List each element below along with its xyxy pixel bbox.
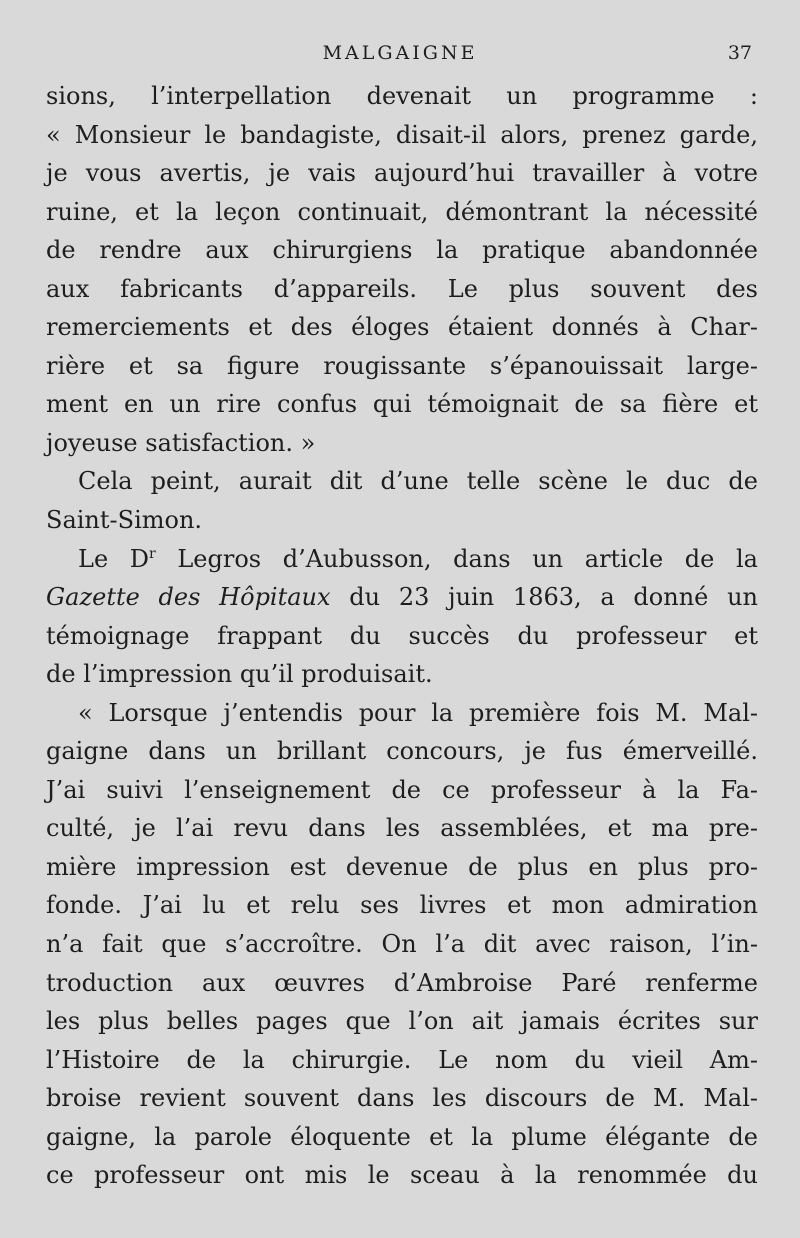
text-line: Cela peint, aurait dit d’une telle scène le duc de xyxy=(78,467,758,496)
text-line: joyeuse satisfaction. » xyxy=(46,428,316,457)
page-number: 37 xyxy=(727,42,752,64)
text-fragment: Legros d’Aubusson, dans un article de la xyxy=(155,544,758,573)
text-fragment: du 23 juin 1863, a donné un xyxy=(330,583,759,612)
text-line: l’Histoire de la chirurgie. Le nom du vieil Am- xyxy=(46,1045,758,1074)
text-line: de l’impression qu’il produisait. xyxy=(46,660,433,689)
text-line: Saint-Simon. xyxy=(46,506,203,535)
text-line: gaigne dans un brillant concours, je fus émerveillé. xyxy=(46,737,758,766)
text-line: « Lorsque j’entendis pour la première fois M. Mal- xyxy=(78,698,758,727)
text-line: gaigne, la parole éloquente et la plume élégante de xyxy=(46,1122,758,1151)
text-line: rière et sa figure rougissante s’épanouissait large- xyxy=(46,351,758,380)
body-text xyxy=(46,77,758,1195)
text-line: culté, je l’ai revu dans les assemblées, et ma pre- xyxy=(46,814,758,843)
text-line: fonde. J’ai lu et relu ses livres et mon admiration xyxy=(46,891,758,920)
text-line: ment en un rire confus qui témoignait de sa fière et xyxy=(46,390,758,419)
running-title: MALGAIGNE xyxy=(322,42,478,64)
text-line: je vous avertis, je vais aujourd’hui travailler à votre xyxy=(46,159,758,188)
text-line: sions, l’interpellation devenait un programme : xyxy=(46,82,758,110)
text-line: mière impression est devenue de plus en plus pro- xyxy=(46,852,758,881)
text-line: remerciements et des éloges étaient donnés à Char- xyxy=(46,313,758,342)
journal-title: Gazette des Hôpitaux xyxy=(46,583,331,612)
text-line: J’ai suivi l’enseignement de ce professeur à la Fa- xyxy=(46,775,758,804)
text-line: aux fabricants d’appareils. Le plus souvent des xyxy=(46,274,758,303)
text-line: ce professeur ont mis le sceau à la renommée du xyxy=(46,1161,758,1190)
text-fragment: Le D xyxy=(78,544,150,573)
text-line: de rendre aux chirurgiens la pratique abandonnée xyxy=(46,236,758,265)
text-line: troduction aux œuvres d’Ambroise Paré renferme xyxy=(46,968,758,997)
text-line: les plus belles pages que l’on ait jamais écrites sur xyxy=(46,1007,758,1036)
text-line xyxy=(46,540,758,579)
text-line: « Monsieur le bandagiste, disait-il alors, prenez garde, xyxy=(46,120,758,149)
text-line: n’a fait que s’accroître. On l’a dit avec raison, l’in- xyxy=(46,930,758,959)
text-line: témoignage frappant du succès du professeur et xyxy=(46,621,758,650)
superscript: r xyxy=(149,545,156,562)
text-line: ruine, et la leçon continuait, démontrant la nécessité xyxy=(46,197,758,226)
page-header xyxy=(40,38,760,68)
text-line xyxy=(46,578,758,617)
text-line: broise revient souvent dans les discours de M. Mal- xyxy=(46,1084,758,1113)
